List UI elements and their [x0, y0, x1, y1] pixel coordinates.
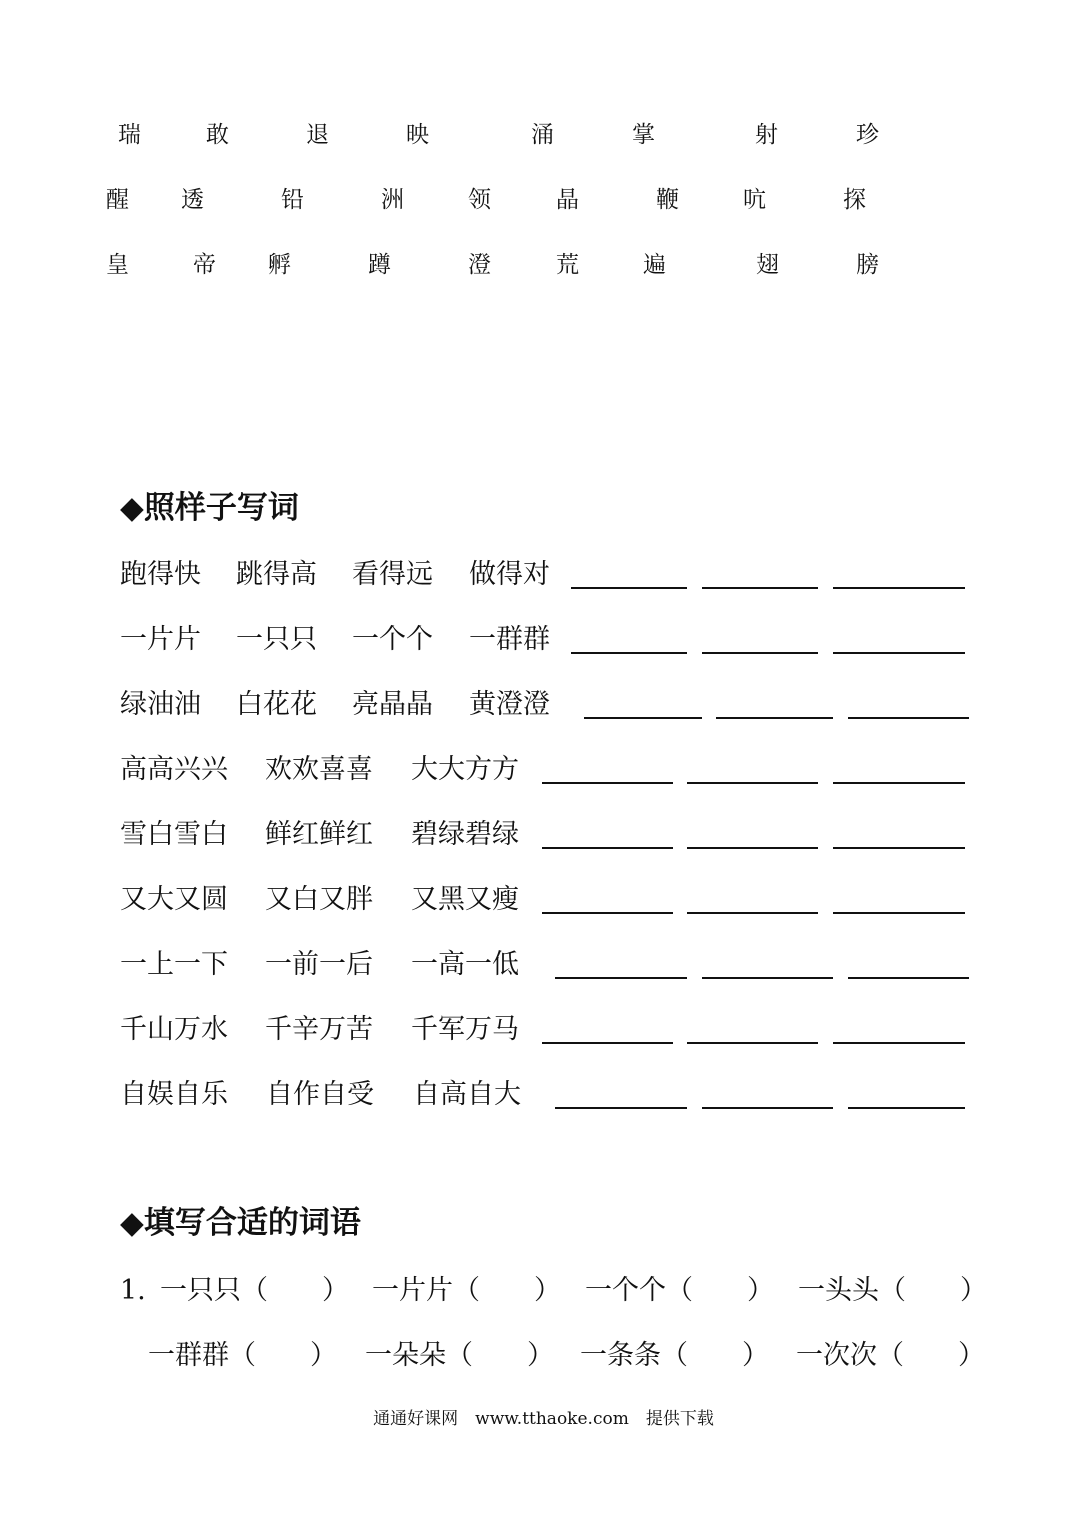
answer-blank[interactable] [702, 652, 818, 654]
answer-blank[interactable] [833, 782, 965, 784]
answer-blank[interactable] [555, 977, 687, 979]
answer-blank[interactable] [687, 912, 818, 914]
answer-blank[interactable] [555, 1107, 687, 1109]
example-word: 大大方方 [411, 754, 519, 785]
char: 膀 [856, 252, 879, 278]
char: 映 [406, 122, 429, 148]
answer-blank[interactable] [542, 1042, 673, 1044]
char: 孵 [268, 252, 291, 278]
example-word: 绿油油 [120, 689, 201, 720]
fill-item[interactable]: 一条条（ ） [580, 1340, 769, 1371]
footer-credit: 通通好课网 www.tthaoke.com 提供下载 [373, 1409, 714, 1429]
answer-blank[interactable] [687, 847, 818, 849]
example-word: 自作自受 [266, 1079, 374, 1110]
example-word: 碧绿碧绿 [411, 819, 519, 850]
example-word: 千山万水 [120, 1014, 228, 1045]
answer-blank[interactable] [571, 652, 687, 654]
example-word: 欢欢喜喜 [265, 754, 373, 785]
fill-item[interactable]: 一个个（ ） [585, 1275, 774, 1306]
example-word: 一群群 [469, 624, 550, 655]
example-word: 白花花 [236, 689, 317, 720]
answer-blank[interactable] [833, 912, 965, 914]
example-word: 千军万马 [411, 1014, 519, 1045]
section-heading-copy-words: ◆照样子写词 [120, 490, 299, 526]
example-word: 高高兴兴 [120, 754, 228, 785]
answer-blank[interactable] [833, 587, 965, 589]
example-word: 又黑又瘦 [411, 884, 519, 915]
example-word: 一只只 [236, 624, 317, 655]
fill-item[interactable]: 一群群（ ） [148, 1340, 337, 1371]
char: 射 [755, 122, 778, 148]
question-number: 1. [120, 1275, 146, 1306]
char: 退 [306, 122, 329, 148]
example-word: 看得远 [352, 559, 433, 590]
answer-blank[interactable] [542, 847, 673, 849]
char: 瑞 [118, 122, 141, 148]
answer-blank[interactable] [584, 717, 702, 719]
char: 掌 [632, 122, 655, 148]
answer-blank[interactable] [848, 1107, 965, 1109]
char: 翅 [756, 252, 779, 278]
char: 遍 [643, 252, 666, 278]
char: 醒 [106, 187, 129, 213]
example-word: 又白又胖 [265, 884, 373, 915]
answer-blank[interactable] [571, 587, 687, 589]
example-word: 一个个 [352, 624, 433, 655]
char: 晶 [556, 187, 579, 213]
char: 珍 [856, 122, 879, 148]
char: 探 [843, 187, 866, 213]
answer-blank[interactable] [833, 847, 965, 849]
example-word: 跳得高 [236, 559, 317, 590]
char: 吭 [743, 187, 766, 213]
fill-item[interactable]: 一朵朵（ ） [365, 1340, 554, 1371]
char: 洲 [381, 187, 404, 213]
char: 澄 [468, 252, 491, 278]
fill-item[interactable]: 一头头（ ） [798, 1275, 987, 1306]
example-word: 鲜红鲜红 [265, 819, 373, 850]
answer-blank[interactable] [848, 977, 969, 979]
char: 涌 [531, 122, 554, 148]
fill-item[interactable]: 一次次（ ） [796, 1340, 985, 1371]
char: 领 [468, 187, 491, 213]
section-heading-fill-words: ◆填写合适的词语 [120, 1205, 361, 1241]
answer-blank[interactable] [687, 1042, 818, 1044]
char: 皇 [106, 252, 129, 278]
fill-item[interactable]: 一片片（ ） [372, 1275, 561, 1306]
char: 帝 [193, 252, 216, 278]
example-word: 做得对 [469, 559, 550, 590]
example-word: 黄澄澄 [469, 689, 550, 720]
char: 鞭 [656, 187, 679, 213]
answer-blank[interactable] [542, 912, 673, 914]
example-word: 一片片 [120, 624, 201, 655]
example-word: 跑得快 [120, 559, 201, 590]
example-word: 自娱自乐 [120, 1079, 228, 1110]
char: 荒 [556, 252, 579, 278]
example-word: 一高一低 [411, 949, 519, 980]
example-word: 一前一后 [265, 949, 373, 980]
answer-blank[interactable] [702, 977, 833, 979]
answer-blank[interactable] [833, 1042, 965, 1044]
char: 蹲 [368, 252, 391, 278]
char: 铅 [281, 187, 304, 213]
example-word: 千辛万苦 [265, 1014, 373, 1045]
char: 敢 [206, 122, 229, 148]
fill-item[interactable]: 一只只（ ） [160, 1275, 349, 1306]
answer-blank[interactable] [833, 652, 965, 654]
example-word: 一上一下 [120, 949, 228, 980]
answer-blank[interactable] [702, 587, 818, 589]
char: 透 [181, 187, 204, 213]
answer-blank[interactable] [542, 782, 673, 784]
answer-blank[interactable] [702, 1107, 833, 1109]
example-word: 又大又圆 [120, 884, 228, 915]
answer-blank[interactable] [848, 717, 969, 719]
example-word: 自高自大 [413, 1079, 521, 1110]
example-word: 亮晶晶 [352, 689, 433, 720]
answer-blank[interactable] [716, 717, 833, 719]
answer-blank[interactable] [687, 782, 818, 784]
example-word: 雪白雪白 [120, 819, 228, 850]
